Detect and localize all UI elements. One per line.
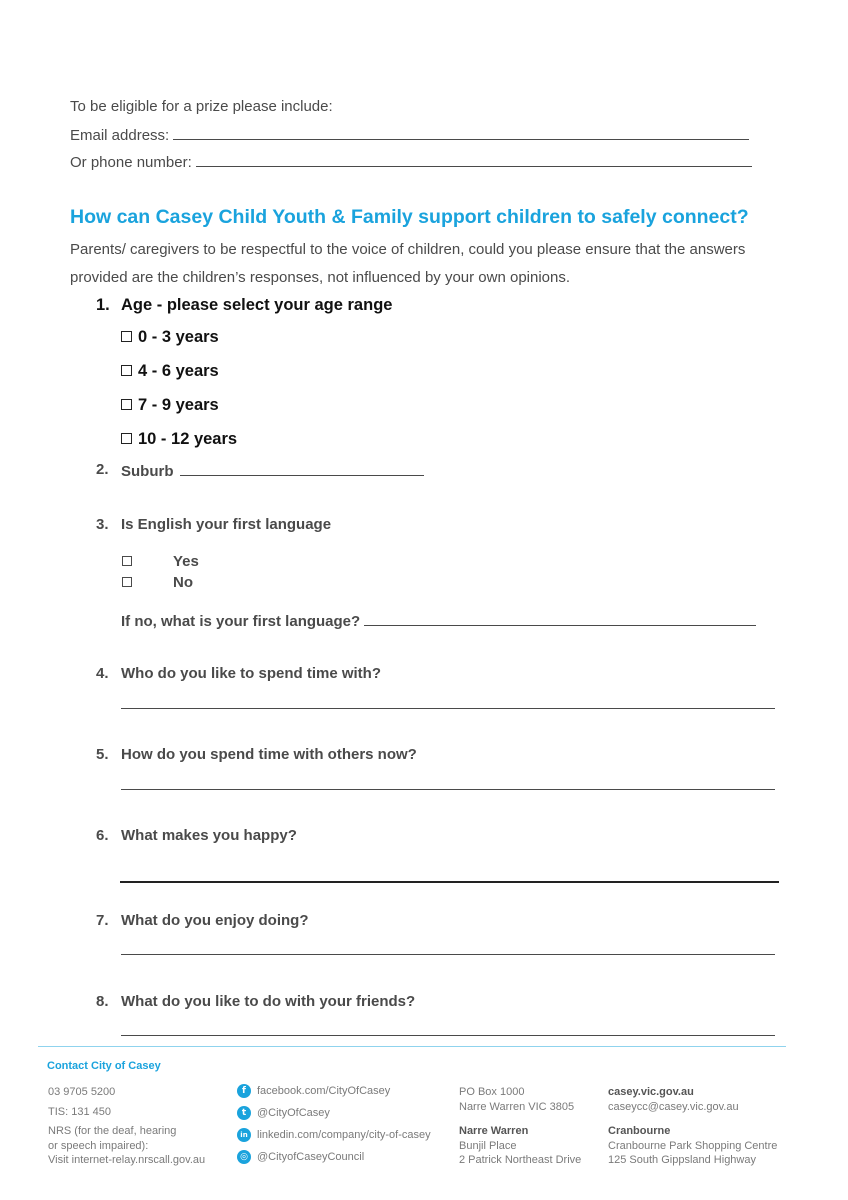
question-5-number: 5.	[96, 746, 109, 763]
question-6-text: What makes you happy?	[121, 827, 297, 844]
footer-cranbourne-line1: Cranbourne Park Shopping Centre	[608, 1139, 778, 1152]
checkbox-icon[interactable]	[121, 433, 132, 444]
social-facebook[interactable]: f facebook.com/CityOfCasey	[237, 1084, 431, 1098]
footer-nrs-1: NRS (for the deaf, hearing	[48, 1125, 177, 1137]
first-language-field[interactable]	[364, 611, 756, 626]
phone-label: Or phone number:	[70, 154, 192, 171]
question-3-number: 3.	[96, 516, 109, 533]
footer-po-suburb: Narre Warren VIC 3805	[459, 1100, 575, 1113]
checkbox-icon[interactable]	[121, 399, 132, 410]
first-language-row	[121, 611, 756, 630]
phone-row	[70, 152, 752, 171]
footer-cranbourne-line2: 125 South Gippsland Highway	[608, 1154, 756, 1166]
instagram-icon: ◎	[237, 1150, 251, 1164]
question-3-text: Is English your first language	[121, 516, 332, 533]
answer-line-8[interactable]	[121, 1035, 775, 1036]
email-row	[70, 125, 749, 144]
checkbox-icon[interactable]	[122, 556, 132, 566]
answer-line-6[interactable]	[120, 881, 779, 883]
social-twitter[interactable]: t @CityOfCasey	[237, 1106, 431, 1120]
footer-nrs-2: or speech impaired):	[48, 1139, 149, 1152]
intro-line-2: provided are the children’s responses, not influenced by your own opinions.	[70, 269, 571, 286]
question-5-text: How do you spend time with others now?	[121, 746, 417, 763]
footer-title: Contact City of Casey	[47, 1060, 161, 1072]
footer-po-box: PO Box 1000	[459, 1086, 525, 1098]
question-2-number: 2.	[96, 461, 109, 478]
footer-nrs-link[interactable]: Visit internet-relay.nrscall.gov.au	[48, 1154, 206, 1166]
footer-narre-line1: Bunjil Place	[459, 1139, 517, 1152]
question-2	[121, 461, 424, 480]
question-4-text: Who do you like to spend time with?	[121, 665, 381, 682]
section-intro	[70, 236, 790, 292]
checkbox-icon[interactable]	[122, 577, 132, 587]
checkbox-icon[interactable]	[121, 331, 132, 342]
footer-phone[interactable]: 03 9705 5200	[48, 1086, 116, 1098]
age-option-4-6[interactable]: 4 - 6 years	[121, 362, 219, 381]
footer-web-column	[608, 1085, 777, 1168]
answer-line-4[interactable]	[121, 708, 775, 709]
answer-line-5[interactable]	[121, 789, 775, 790]
footer-divider	[38, 1046, 786, 1047]
english-option-no[interactable]: No	[122, 574, 132, 591]
question-7-number: 7.	[96, 912, 109, 929]
question-4-number: 4.	[96, 665, 109, 682]
age-option-7-9[interactable]: 7 - 9 years	[121, 396, 219, 415]
age-option-10-12[interactable]: 10 - 12 years	[121, 430, 237, 449]
question-8-number: 8.	[96, 993, 109, 1010]
footer-tis: TIS: 131 450	[48, 1105, 111, 1118]
age-option-0-3[interactable]: 0 - 3 years	[121, 328, 219, 347]
email-field[interactable]	[173, 125, 749, 140]
footer-social-column	[237, 1084, 431, 1164]
question-1	[96, 296, 110, 315]
footer-email-link[interactable]: caseycc@casey.vic.gov.au	[608, 1100, 739, 1113]
first-language-label: If no, what is your first language?	[121, 613, 361, 630]
answer-line-7[interactable]	[121, 954, 775, 955]
facebook-icon: f	[237, 1084, 251, 1098]
section-title: How can Casey Child Youth & Family support children to safely connect?	[70, 206, 749, 228]
prize-heading: To be eligible for a prize please include:	[70, 98, 333, 115]
checkbox-icon[interactable]	[121, 365, 132, 376]
question-6-number: 6.	[96, 827, 109, 844]
footer-website-link[interactable]: casey.vic.gov.au	[608, 1086, 694, 1098]
footer-address-column	[459, 1085, 581, 1168]
question-number: 1.	[96, 296, 110, 314]
linkedin-icon: in	[237, 1128, 251, 1142]
question-7-text: What do you enjoy doing?	[121, 912, 309, 929]
suburb-field[interactable]	[180, 461, 424, 476]
footer-narre-title: Narre Warren	[459, 1125, 529, 1137]
social-instagram[interactable]: ◎ @CityofCaseyCouncil	[237, 1150, 431, 1164]
footer-narre-line2: 2 Patrick Northeast Drive	[459, 1154, 582, 1166]
social-linkedin[interactable]: in linkedin.com/company/city-of-casey	[237, 1128, 431, 1142]
english-option-yes[interactable]: Yes	[122, 553, 132, 570]
question-1-text: Age - please select your age range	[121, 296, 393, 314]
footer-cranbourne-title: Cranbourne	[608, 1125, 671, 1137]
intro-line-1: Parents/ caregivers to be respectful to the voice of children, could you please ensure that the answers	[70, 241, 746, 258]
footer-phone-column	[48, 1085, 205, 1168]
question-2-text: Suburb	[121, 463, 174, 480]
twitter-icon: t	[237, 1106, 251, 1120]
question-8-text: What do you like to do with your friends?	[121, 993, 416, 1010]
email-label: Email address:	[70, 127, 170, 144]
phone-field[interactable]	[196, 152, 752, 167]
